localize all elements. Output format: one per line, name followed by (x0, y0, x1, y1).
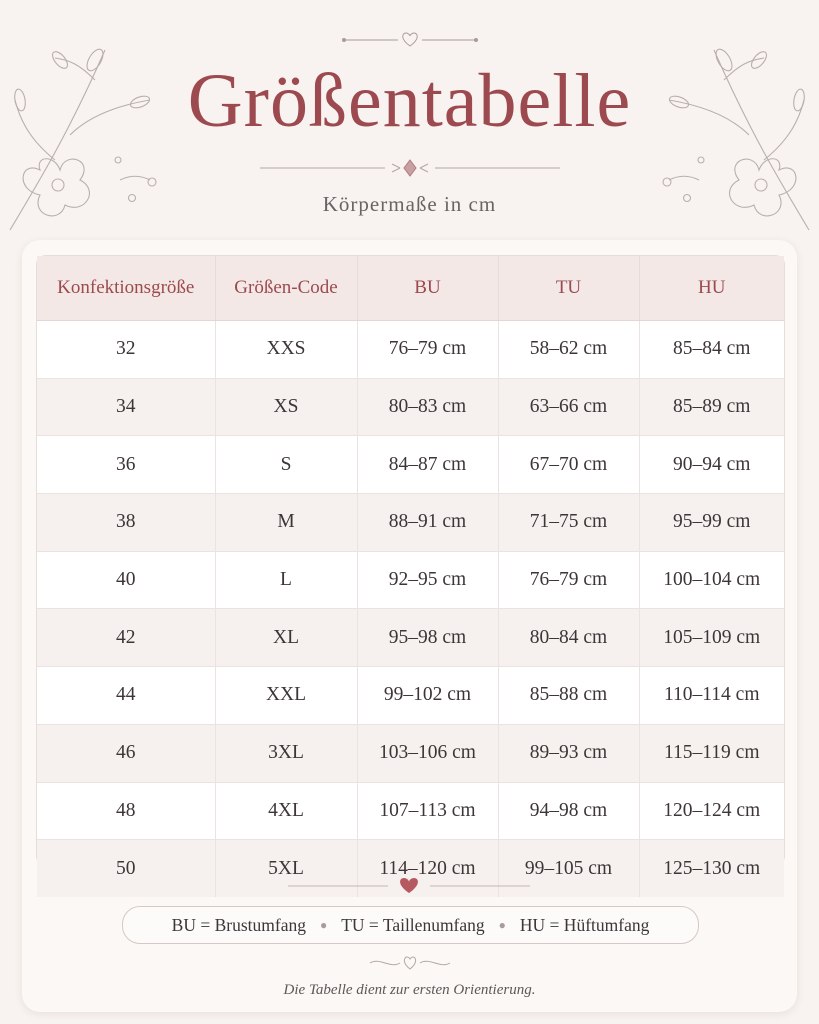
table-cell: 125–130 cm (639, 840, 784, 897)
table-cell: 105–109 cm (639, 609, 784, 667)
table-cell: 38 (37, 494, 215, 552)
table-cell: 99–102 cm (357, 667, 498, 725)
table-cell: 76–79 cm (357, 321, 498, 379)
table-cell: 88–91 cm (357, 494, 498, 552)
table-cell: 40 (37, 551, 215, 609)
legend-bu: BU = Brustumfang (171, 914, 306, 935)
table-cell: 32 (37, 321, 215, 379)
table-row (37, 436, 784, 494)
table-cell: 100–104 cm (639, 551, 784, 609)
table-cell: 103–106 cm (357, 724, 498, 782)
table-row (37, 667, 784, 725)
table-row (37, 551, 784, 609)
table-cell: 110–114 cm (639, 667, 784, 725)
table-row (37, 378, 784, 436)
table-cell: 85–89 cm (639, 378, 784, 436)
table-cell: 115–119 cm (639, 724, 784, 782)
table-cell: 107–113 cm (357, 782, 498, 840)
heart-icon (365, 954, 455, 972)
table-cell: 114–120 cm (357, 840, 498, 897)
header-cell: Konfektionsgröße (37, 256, 215, 321)
table-cell: 92–95 cm (357, 551, 498, 609)
title-divider (260, 156, 560, 180)
table-cell: 90–94 cm (639, 436, 784, 494)
table-cell: 85–84 cm (639, 321, 784, 379)
table-cell: 89–93 cm (498, 724, 639, 782)
header-cell: BU (357, 256, 498, 321)
table-cell: XXS (215, 321, 357, 379)
table-row (37, 782, 784, 840)
table-cell: XXL (215, 667, 357, 725)
table-cell: 5XL (215, 840, 357, 897)
table-cell: 50 (37, 840, 215, 897)
table-cell: 42 (37, 609, 215, 667)
legend-separator: ● (319, 917, 328, 932)
table-cell: S (215, 436, 357, 494)
table-cell: 36 (37, 436, 215, 494)
legend-hu: HU = Hüftumfang (519, 914, 650, 935)
table-cell: 85–88 cm (498, 667, 639, 725)
header-cell: TU (498, 256, 639, 321)
heart-icon (340, 30, 480, 50)
table-cell: 34 (37, 378, 215, 436)
table-cell: 94–98 cm (498, 782, 639, 840)
table-cell: XS (215, 378, 357, 436)
table-cell: 71–75 cm (498, 494, 639, 552)
legend (122, 906, 699, 944)
table-cell: 80–84 cm (498, 609, 639, 667)
footnote: Die Tabelle dient zur ersten Orientierung. (283, 982, 536, 998)
table-cell: 44 (37, 667, 215, 725)
header-cell: HU (639, 256, 784, 321)
table-cell: 95–98 cm (357, 609, 498, 667)
table-cell: 84–87 cm (357, 436, 498, 494)
table-header-row (37, 256, 784, 321)
table-cell: 80–83 cm (357, 378, 498, 436)
table-cell: XL (215, 609, 357, 667)
table-cell: 3XL (215, 724, 357, 782)
table-cell: 120–124 cm (639, 782, 784, 840)
table-cell: M (215, 494, 357, 552)
table-cell: 99–105 cm (498, 840, 639, 897)
legend-tu: TU = Taillenumfang (341, 914, 485, 935)
table-cell: 95–99 cm (639, 494, 784, 552)
table-row (37, 321, 784, 379)
subtitle: Körpermaße in cm (322, 192, 497, 216)
heart-icon (288, 876, 530, 896)
header-cell: Größen-Code (215, 256, 357, 321)
table-cell: 58–62 cm (498, 321, 639, 379)
table-cell: 46 (37, 724, 215, 782)
table-cell: 4XL (215, 782, 357, 840)
table-cell: L (215, 551, 357, 609)
legend-separator: ● (498, 917, 506, 932)
table-row (37, 724, 784, 782)
table-cell: 67–70 cm (498, 436, 639, 494)
table-cell: 76–79 cm (498, 551, 639, 609)
table-cell: 48 (37, 782, 215, 840)
table-row (37, 609, 784, 667)
table-row (37, 494, 784, 552)
page-title: Größentabelle (187, 59, 632, 143)
size-table (36, 255, 785, 879)
table-cell: 63–66 cm (498, 378, 639, 436)
